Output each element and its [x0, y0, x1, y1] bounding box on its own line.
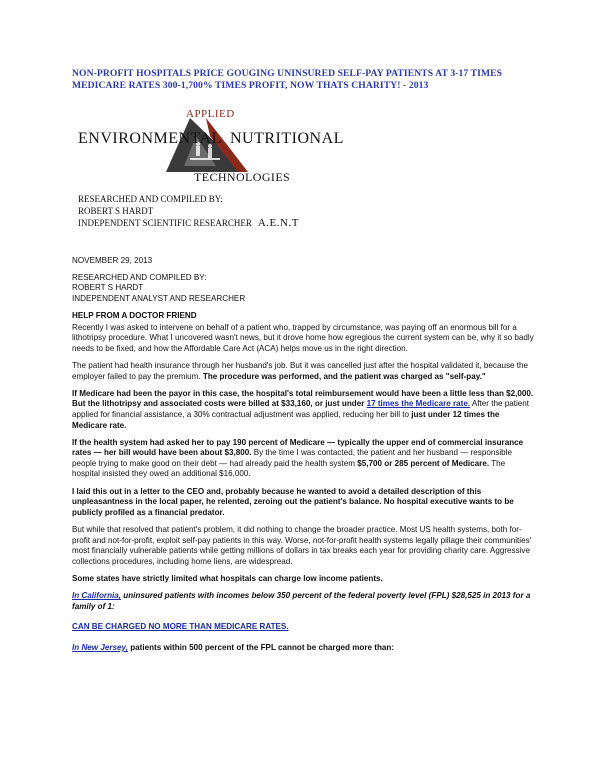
byline-line3: INDEPENDENT ANALYST AND RESEARCHER	[72, 293, 246, 303]
byline-top-line3	[78, 217, 299, 229]
byline-top-line2: ROBERT S HARDT	[78, 206, 154, 216]
article-date: NOVEMBER 29, 2013	[72, 256, 153, 265]
new-jersey-link[interactable]: In New Jersey,	[72, 642, 128, 652]
paragraph-3-bold-1: If Medicare had been the payor in this case, the hospital's total reimbursement would have been a little less than $2,000. But the lithotripsy and associated costs were billed at $33,160, or just under	[72, 388, 534, 409]
paragraph-2	[72, 361, 534, 382]
paragraph-9	[72, 622, 534, 633]
section-heading	[72, 311, 534, 322]
paragraph-8-text: uninsured patients with incomes below 350 percent of the federal poverty level (FPL) $28,525 in 2013 for a family of 1:	[72, 591, 531, 611]
paragraph-6: But while that resolved that patient's problem, it did nothing to change the broader practice. Most US health systems, both for-profit and not-for-profit, exploit self-pay patients in this way. Worse, not-for-profit health systems legally pillage their communities' most financially vulnerable patients while getting millions of dollars in tax breaks each year for providing charity care. Aggressive collections procedures, including home liens, are widespread.	[72, 525, 532, 566]
medicare-rates-link[interactable]: CAN BE CHARGED NO MORE THAN MEDICARE RATES.	[72, 622, 289, 632]
paragraph-5	[72, 487, 534, 519]
paragraph-10	[72, 643, 534, 654]
article-body	[72, 256, 534, 660]
paragraph-3-bold-2: just under 12 times the Medicare rate.	[72, 409, 500, 430]
byline-line1: RESEARCHED AND COMPILED BY:	[72, 272, 207, 282]
paragraph-3	[72, 389, 534, 431]
logo-environmental-text: ENVIRONMENTAL	[78, 130, 222, 147]
section-heading-text: HELP FROM A DOCTOR FRIEND	[72, 310, 197, 320]
california-link[interactable]: In California,	[72, 591, 122, 601]
logo-applied-text: APPLIED	[186, 108, 235, 120]
paragraph-7	[72, 574, 534, 585]
paragraph-4-plain-1: By the time I was contacted, the patient and her husband — responsible people trying to make good on their debt — had already paid the health system	[72, 448, 512, 468]
logo-technologies-text: TECHNOLOGIES	[194, 170, 291, 184]
medicare-rate-link[interactable]: 17 times the Medicare rate.	[366, 399, 471, 409]
paragraph-1: Recently I was asked to intervene on behalf of a patient who, trapped by circumstance, was paying off an enormous bill for a lithotripsy procedure. What I uncovered wasn't news, but it drove home how egregious the current system can be, why it so badly needs to be fixed, and how the Affordable Care Act (ACA) helps move us in the right direction.	[72, 322, 534, 353]
paragraph-8	[72, 591, 534, 612]
paragraph-10-text: patients within 500 percent of the FPL cannot be charged more than:	[130, 642, 395, 652]
paragraph-4-bold-2: $5,700 or 285 percent of Medicare.	[357, 458, 490, 468]
byline-top-org: A.E.N.T	[257, 217, 299, 229]
byline-top-line1: RESEARCHED AND COMPILED BY:	[78, 194, 223, 204]
paragraph-4	[72, 438, 534, 480]
paragraph-3-plain: After the patient applied for financial assistance, a 30% contractual adjustment was applied, reducing her bill to	[72, 399, 530, 419]
aent-logo	[78, 106, 348, 188]
byline-top-role: INDEPENDENT SCIENTIFIC RESEARCHER	[78, 218, 252, 228]
byline-top	[78, 193, 299, 229]
paragraph-4-plain-2: The hospital insisted they owed an additional $16,000.	[72, 458, 506, 479]
logo-nutritional-text: NUTRITIONAL	[230, 130, 344, 147]
paragraph-2-plain: The patient had health insurance through her husband's job. But it was cancelled just after the hospital validated it, because the employer failed to pay the premium.	[72, 360, 528, 381]
article-byline	[72, 273, 534, 305]
document-title: NON-PROFIT HOSPITALS PRICE GOUGING UNINSURED SELF-PAY PATIENTS AT 3-17 TIMES MEDICARE RATES 300-1,700% TIMES PROFIT, NOW THATS CHARITY! - 2013	[72, 68, 503, 91]
paragraph-2-bold: The procedure was performed, and the patient was charged as "self-pay."	[202, 371, 486, 381]
paragraph-7-bold: Some states have strictly limited what hospitals can charge low income patients.	[72, 574, 383, 583]
paragraph-4-bold-1: If the health system had asked her to pay 190 percent of Medicare — typically the upper end of commercial insurance rates — her bill would have been about $3,800.	[72, 437, 524, 458]
paragraph-5-bold: I laid this out in a letter to the CEO and, probably because he wanted to avoid a detailed description of this unpleasantness in the local paper, he relented, zeroing out the patient's balance. No hospital executive wants to be publicly profiled as a financial predator.	[72, 486, 514, 517]
byline-line2: ROBERT S HARDT	[72, 283, 144, 293]
